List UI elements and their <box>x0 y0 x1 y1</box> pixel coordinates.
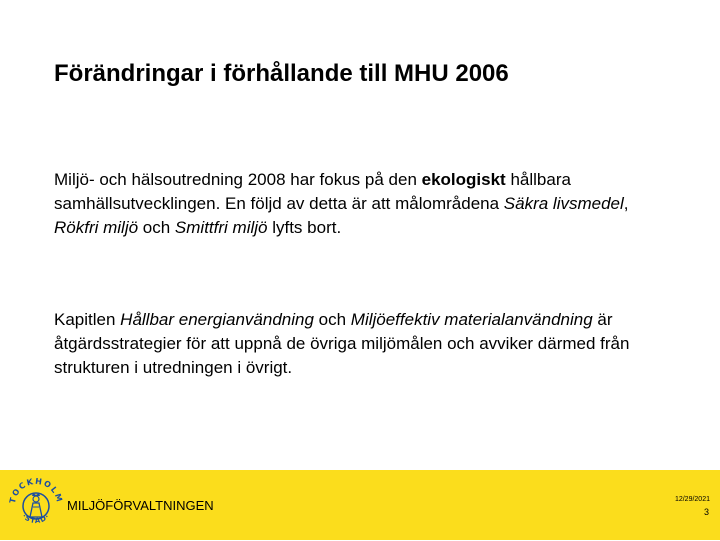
svg-text:·STAD·: ·STAD· <box>20 512 52 526</box>
emphasis-hallbar-energianvandning: Hållbar energianvändning <box>120 310 314 329</box>
emphasis-miljoeffektiv-materialanvandning: Miljöeffektiv materialanvändning <box>350 310 593 329</box>
emphasis-ekologiskt: ekologiskt <box>421 170 506 189</box>
svg-text:STOCKHOLMS: TOCKHOLM <box>7 476 65 505</box>
organization-name: MILJÖFÖRVALTNINGEN <box>67 498 214 513</box>
page-number: 3 <box>703 507 709 517</box>
text-run: är åtgärdsstrategier för att uppnå de övriga miljömålen och avviker därmed från strukturen i utredningen i övrigt. <box>54 310 630 377</box>
text-run: Kapitlen <box>54 310 121 329</box>
paragraph-focus <box>54 168 664 240</box>
text-run: , <box>623 194 629 213</box>
emphasis-sakra-livsmedel: Säkra livsmedel <box>503 194 624 213</box>
slide-date: 12/29/2021 <box>674 496 710 503</box>
footer-band <box>0 470 720 540</box>
paragraph-chapters <box>54 308 664 380</box>
stockholm-stad-seal-icon <box>6 474 66 536</box>
slide-title: Förändringar i förhållande till MHU 2006 <box>54 60 509 87</box>
text-run: lyfts bort. <box>267 218 342 237</box>
emphasis-smittfri-miljo: Smittfri miljö <box>174 218 268 237</box>
text-run: hållbara samhällsutvecklingen. En följd av detta är att målområdena <box>54 170 571 213</box>
emphasis-rokfri-miljo: Rökfri miljö <box>54 218 139 237</box>
text-run: Miljö- och hälsoutredning 2008 har fokus på den <box>54 170 422 189</box>
text-run: och <box>138 218 175 237</box>
text-run: och <box>313 310 351 329</box>
